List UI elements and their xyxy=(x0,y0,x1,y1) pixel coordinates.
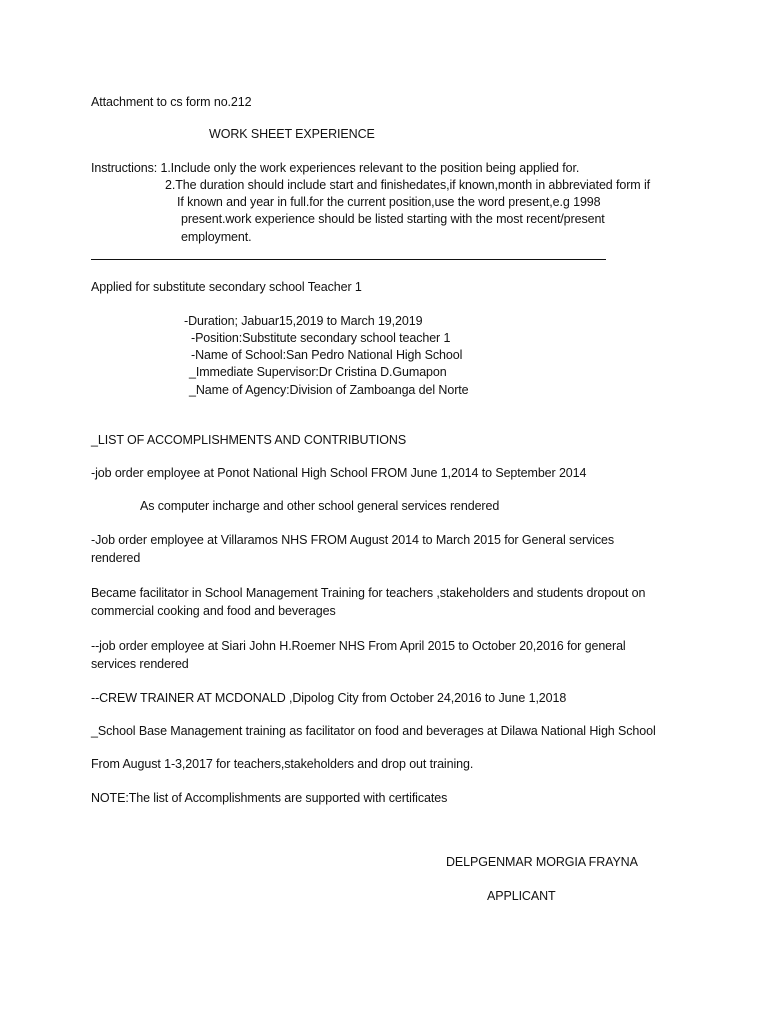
accomplishment-item-4-line-2: services rendered xyxy=(91,657,189,671)
attachment-label: Attachment to cs form no.212 xyxy=(91,95,252,109)
applicant-name: DELPGENMAR MORGIA FRAYNA xyxy=(446,855,638,869)
accomplishment-item-7: From August 1-3,2017 for teachers,stakeholders and drop out training. xyxy=(91,757,474,771)
applied-heading: Applied for substitute secondary school Teacher 1 xyxy=(91,280,362,294)
instructions-line-2: 2.The duration should include start and finishedates,if known,month in abbreviated form if xyxy=(165,178,651,192)
applied-school: -Name of School:San Pedro National High School xyxy=(191,348,463,362)
instructions-line-5: employment. xyxy=(181,230,252,244)
applied-position: -Position:Substitute secondary school teacher 1 xyxy=(191,331,451,345)
accomplishment-item-2-line-1: -Job order employee at Villaramos NHS FROM August 2014 to March 2015 for General services xyxy=(91,533,615,547)
accomplishment-item-3-line-1: Became facilitator in School Management Training for teachers ,stakeholders and students dropout on xyxy=(91,586,646,600)
separator-line xyxy=(91,259,606,260)
applied-supervisor: _Immediate Supervisor:Dr Cristina D.Gumapon xyxy=(189,365,447,379)
accomplishment-item-4-line-1: --job order employee at Siari John H.Roemer NHS From April 2015 to October 20,2016 for general xyxy=(91,639,626,653)
accomplishment-item-1: -job order employee at Ponot National High School FROM June 1,2014 to September 2014 xyxy=(91,466,587,480)
accomplishment-item-2-line-2: rendered xyxy=(91,551,141,565)
instructions-line-1: Instructions: 1.Include only the work experiences relevant to the position being applied for. xyxy=(91,161,580,175)
accomplishment-item-5: --CREW TRAINER AT MCDONALD ,Dipolog City from October 24,2016 to June 1,2018 xyxy=(91,691,567,705)
accomplishment-item-1-sub: As computer incharge and other school general services rendered xyxy=(140,499,500,513)
accomplishments-note: NOTE:The list of Accomplishments are supported with certificates xyxy=(91,791,448,805)
accomplishment-item-6: _School Base Management training as facilitator on food and beverages at Dilawa National High School xyxy=(91,724,656,738)
instructions-line-4: present.work experience should be listed starting with the most recent/present xyxy=(181,212,605,226)
accomplishments-heading: _LIST OF ACCOMPLISHMENTS AND CONTRIBUTIONS xyxy=(91,433,407,447)
applied-agency: _Name of Agency:Division of Zamboanga del Norte xyxy=(189,383,469,397)
applicant-role: APPLICANT xyxy=(487,889,556,903)
document-title: WORK SHEET EXPERIENCE xyxy=(209,127,375,141)
accomplishment-item-3-line-2: commercial cooking and food and beverages xyxy=(91,604,336,618)
applied-duration: -Duration; Jabuar15,2019 to March 19,2019 xyxy=(184,314,423,328)
instructions-line-3: If known and year in full.for the current position,use the word present,e.g 1998 xyxy=(177,195,601,209)
